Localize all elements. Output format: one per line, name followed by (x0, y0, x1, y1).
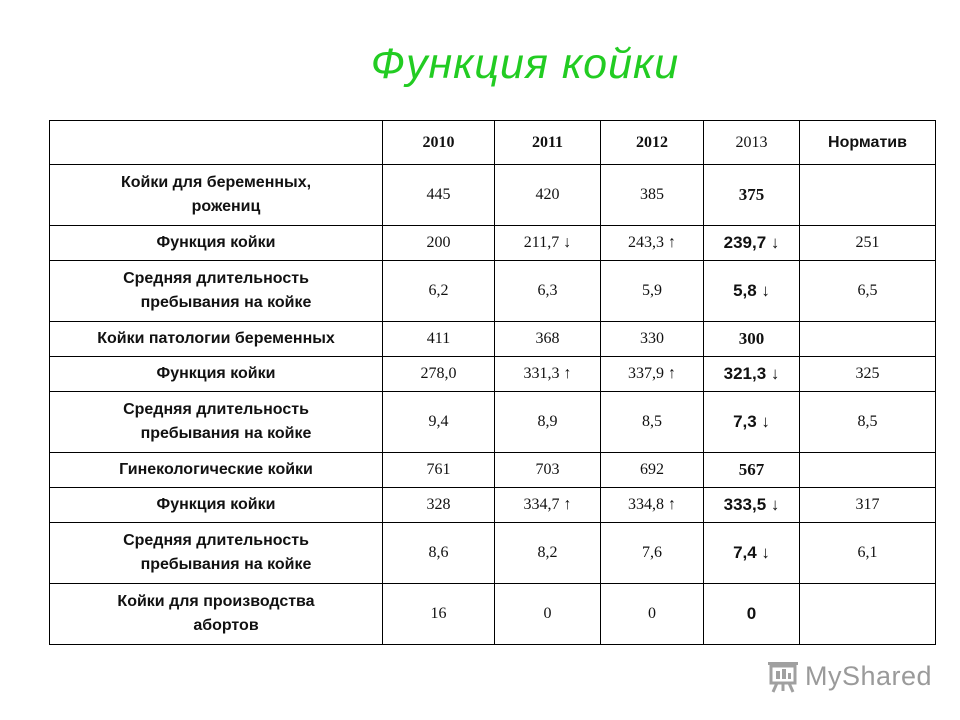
cell-2013: 375 (704, 165, 800, 226)
cell-2011: 334,7 ↑ (495, 488, 601, 523)
cell-2011: 331,3 ↑ (495, 357, 601, 392)
row-label-line2: пребывания на койке (140, 425, 312, 442)
cell-2011: 211,7 ↓ (495, 226, 601, 261)
cell-2012: 5,9 (601, 261, 704, 322)
cell-2013: 333,5 ↓ (704, 488, 800, 523)
row-label-line1: Койки патологии беременных (97, 330, 335, 347)
row-label-line1: Средняя длительность (123, 532, 309, 549)
cell-2010: 8,6 (383, 523, 495, 584)
cell-2011: 368 (495, 322, 601, 357)
table-row (50, 165, 936, 226)
row-label (50, 357, 383, 392)
cell-2010: 6,2 (383, 261, 495, 322)
cell-2010: 445 (383, 165, 495, 226)
table-row (50, 453, 936, 488)
cell-2012: 337,9 ↑ (601, 357, 704, 392)
header-2013: 2013 (704, 121, 800, 165)
row-label (50, 584, 383, 645)
table-row (50, 488, 936, 523)
cell-2012: 334,8 ↑ (601, 488, 704, 523)
page-title: Функция койки (370, 40, 680, 88)
cell-2013: 0 (704, 584, 800, 645)
cell-2010: 761 (383, 453, 495, 488)
cell-norm (800, 322, 936, 357)
cell-2011: 0 (495, 584, 601, 645)
row-label-line2: рожениц (191, 198, 261, 215)
header-empty-cell (50, 121, 383, 165)
cell-2013: 239,7 ↓ (704, 226, 800, 261)
cell-norm: 8,5 (800, 392, 936, 453)
row-label (50, 453, 383, 488)
cell-2012: 8,5 (601, 392, 704, 453)
cell-norm (800, 584, 936, 645)
row-label (50, 488, 383, 523)
myshared-logo-text: MyShared (805, 660, 933, 691)
cell-2012: 7,6 (601, 523, 704, 584)
cell-2013: 300 (704, 322, 800, 357)
cell-norm: 325 (800, 357, 936, 392)
cell-norm (800, 453, 936, 488)
cell-2010: 411 (383, 322, 495, 357)
cell-2013: 7,4 ↓ (704, 523, 800, 584)
row-label (50, 165, 383, 226)
myshared-watermark (765, 656, 945, 696)
row-label (50, 322, 383, 357)
cell-norm: 251 (800, 226, 936, 261)
cell-norm: 6,1 (800, 523, 936, 584)
cell-norm: 317 (800, 488, 936, 523)
cell-2012: 385 (601, 165, 704, 226)
cell-2010: 278,0 (383, 357, 495, 392)
row-label-line1: Функция койки (156, 234, 276, 251)
cell-2011: 703 (495, 453, 601, 488)
cell-norm (800, 165, 936, 226)
row-label-line1: Койки для производства (117, 593, 315, 610)
row-label-line1: Функция койки (156, 365, 276, 382)
row-label-line2: абортов (193, 617, 259, 634)
table-row (50, 584, 936, 645)
row-label-line1: Средняя длительность (123, 270, 309, 287)
header-2012: 2012 (601, 121, 704, 165)
cell-2013: 321,3 ↓ (704, 357, 800, 392)
table-row (50, 357, 936, 392)
cell-2010: 328 (383, 488, 495, 523)
header-norm: Норматив (800, 121, 936, 165)
cell-2011: 8,9 (495, 392, 601, 453)
row-label-line2: пребывания на койке (140, 294, 312, 311)
cell-norm: 6,5 (800, 261, 936, 322)
table-row (50, 392, 936, 453)
row-label-line2: пребывания на койке (140, 556, 312, 573)
cell-2010: 9,4 (383, 392, 495, 453)
row-label (50, 226, 383, 261)
bed-function-table (49, 120, 936, 645)
row-label-line1: Койки для беременных, (120, 174, 312, 191)
cell-2013: 7,3 ↓ (704, 392, 800, 453)
table-row (50, 322, 936, 357)
row-label (50, 523, 383, 584)
row-label (50, 261, 383, 322)
cell-2012: 330 (601, 322, 704, 357)
row-label-line1: Функция койки (156, 496, 276, 513)
header-2010: 2010 (383, 121, 495, 165)
cell-2012: 0 (601, 584, 704, 645)
table-row (50, 261, 936, 322)
cell-2012: 692 (601, 453, 704, 488)
cell-2010: 16 (383, 584, 495, 645)
row-label (50, 392, 383, 453)
presentation-board-icon (765, 658, 801, 694)
row-label-line1: Средняя длительность (123, 401, 309, 418)
cell-2011: 8,2 (495, 523, 601, 584)
table-header-row (50, 121, 936, 165)
cell-2012: 243,3 ↑ (601, 226, 704, 261)
cell-2011: 420 (495, 165, 601, 226)
cell-2010: 200 (383, 226, 495, 261)
header-2011: 2011 (495, 121, 601, 165)
cell-2011: 6,3 (495, 261, 601, 322)
table-row (50, 226, 936, 261)
row-label-line1: Гинекологические койки (119, 461, 313, 478)
cell-2013: 567 (704, 453, 800, 488)
table-row (50, 523, 936, 584)
cell-2013: 5,8 ↓ (704, 261, 800, 322)
